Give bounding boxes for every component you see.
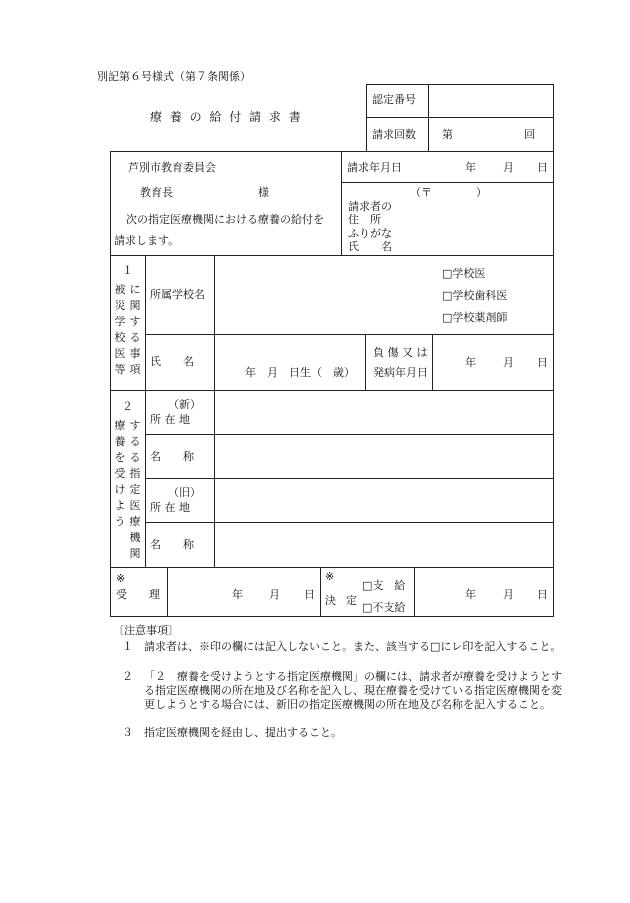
injury-day: 日 [537,356,548,369]
addressee-title: 教育長 [140,186,173,199]
injury-month: 月 [503,356,514,369]
school-label: 所属学校名 [150,288,205,301]
kome-mark-1: ※ [116,572,126,585]
kettei-day: 日 [537,588,548,601]
note3-number: ３ [122,726,133,739]
day-text: 日 [537,161,548,174]
injury-year: 年 [465,356,476,369]
note2-number: ２ [122,670,133,683]
juri-year: 年 [232,588,243,601]
note1-text: 請求者は、※印の欄には記入しないこと。また、該当する□にレ印を記入すること。 [144,640,562,653]
juri-day: 日 [304,588,315,601]
seikyu-date-label: 請求年月日 [347,161,402,174]
old-location-label: 所 在 地 [150,501,190,514]
note3-text: 指定医療機関を経由し、提出すること。 [144,726,342,739]
year-text: 年 [465,161,476,174]
addressee-org: 芦別市教育委員会 [128,161,216,174]
new-label: （新） [168,398,201,411]
note2-text: 「２ 療養を受けようとする指定医療機関」の欄には、請求者が療養を受けようとする指定医療機関の所在地及び名称を記入し、現在療養を受けている指定医療機関を変更しようとする場合には、新旧の指定医療機関の所在地及び名称を記入すること。 [144,670,562,711]
nintei-label: 認定番号 [372,93,416,106]
notes-title: 〔注意事項〕 [113,624,179,637]
checkbox-shikyu[interactable]: □支 給 [362,579,406,592]
new-meisho-label: 名 称 [150,450,194,463]
note1-number: １ [122,640,133,653]
sec2-number: ２ [122,400,133,413]
checkbox-school-doctor[interactable]: □学校医 [442,267,486,280]
kettei-year: 年 [465,588,476,601]
name-label: 氏 名 [150,355,194,368]
sama-text: 様 [258,186,269,199]
claimant-furigana-label: ふりがな [348,227,392,240]
seikyu-kaisu-label: 請求回数 [372,128,416,141]
juri-month: 月 [269,588,280,601]
kettei-label-1: 決 [325,594,336,607]
month-text: 月 [503,161,514,174]
sec2-col1: 療養を受けよう [114,419,126,528]
request-text-1: 次の指定医療機関における療養の給付を [126,213,324,226]
juri-label: 受 理 [116,588,160,601]
sec1-col2: に関する事項 [129,283,141,376]
new-location-label: 所 在 地 [150,413,190,426]
kettei-label-2: 定 [346,594,357,607]
injury-label-2: 発病年月日 [373,366,428,379]
old-label: （旧） [168,486,201,499]
sec2-col2: するる指定医療機関 [129,419,141,560]
form-number-label: 別記第６号様式（第７条関係） [97,70,251,83]
checkbox-school-dentist[interactable]: □学校歯科医 [442,289,508,302]
claimant-address-label-2: 住 所 [348,213,381,226]
birth-date-text: 年 月 日生（ 歳） [245,366,355,379]
kai-text: 回 [524,128,535,141]
postal-code: （〒 ） [410,186,487,199]
claimant-address-label-1: 請求者の [348,200,392,213]
sec1-col1: 被災学校医等 [114,283,126,376]
kettei-month: 月 [503,588,514,601]
checkbox-school-pharmacist[interactable]: □学校薬剤師 [442,311,508,324]
page-title: 療 養 の 給 付 請 求 書 [150,110,303,124]
checkbox-fushikyu[interactable]: □不支給 [362,601,406,614]
injury-label-1: 負 傷 又 は [373,346,428,359]
dai-text: 第 [442,128,453,141]
request-text-2: 請求します。 [114,234,180,247]
kome-mark-2: ※ [325,570,335,583]
claimant-name-label: 氏 名 [348,240,392,253]
old-meisho-label: 名 称 [150,538,194,551]
sec1-number: １ [122,264,133,277]
